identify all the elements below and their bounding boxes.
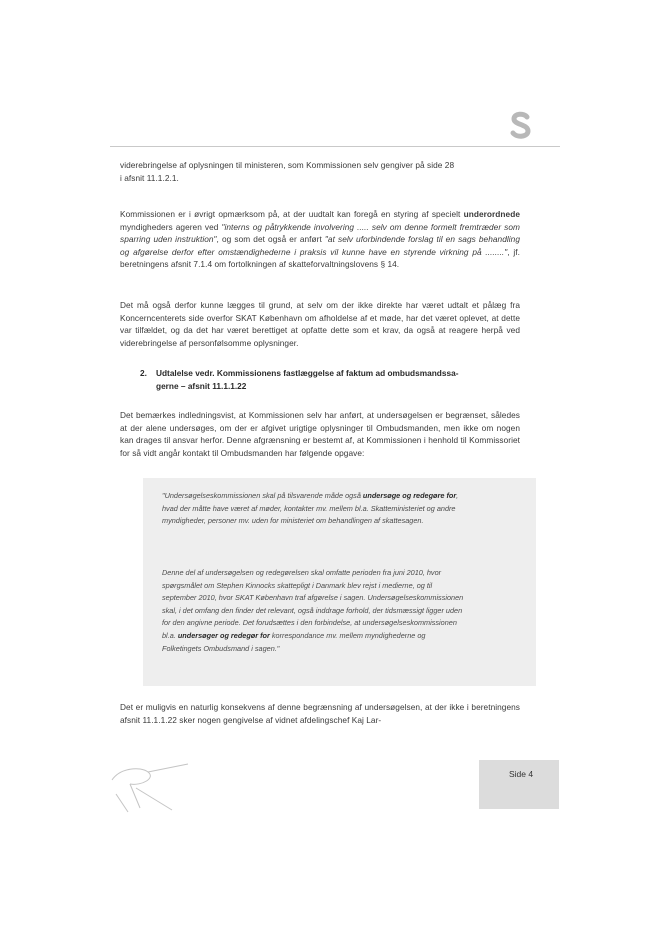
p2-text-2: myndigheders ageren ved [120,221,222,232]
paragraph-4: Det bemærkes indledningsvist, at Kommissionen selv har anført, at undersøgelsen er begrænset, således at der alene undersøges, om der er afgivet urigtige oplysninger til Ombudsmanden, men ikke om nogen kan drages til ansvar herfor. Denne afgrænsning er bestemt af, at Kommissionen i henhold til Kommissoriet for så vidt angår kontakt til Ombudsmanden har følgende opgave: [120,410,520,458]
quote-2-text-1: Denne del af undersøgelsen og redegørelsen skal omfatte perioden fra juni 2010, hvor spørgsmålet om Stephen Kinnocks skattepligt i Danmark blev rejst i medierne, og til september 2010, hvor SKAT København traf afgørelse i sagen. Undersøgelseskommissionen skal, i det omfang den finder det relevant, også inddrage forhold, der tidsmæssigt ligger uden for den angivne periode. Det forudsættes i den forbindelse, at undersøgelseskommissionen bl.a. [162,568,464,640]
p2-quote-2: "at selv uforbindende forslag til en sags behandling og afgørelse derfor efter omstændighederne i praksis vil kunne have en styrende virkning på ........" [120,234,520,257]
quote-1-text-1: "Undersøgelseskommissionen skal på tilsvarende måde også [162,491,363,500]
paragraph-5: Det er muligvis en naturlig konsekvens af denne begrænsning af undersøgelsen, at der ikke i beretningens afsnit 11.1.1.22 sker nogen gengivelse af vidnet afdelingschef Kaj Lar- [120,702,520,725]
page-number: Side 4 [509,769,534,779]
p2-text-3: , og som det også er anført [216,234,325,244]
p2-text-4: , jf. beretningens afsnit 7.1.4 om fortolkningen af skatteforvaltningslovens § 14. [120,246,520,269]
quote-1-bold: undersøge og redegøre for [362,491,457,500]
paragraph-1 [120,159,520,184]
paragraph-2 [120,208,520,271]
section-heading-line2: gerne – afsnit 11.1.1.22 [156,380,247,391]
p2-text-1: Kommissionen er i øvrigt opmærksom på, at der uudtalt kan foregå en styring af specielt [120,209,464,219]
quote-2-bold: undersøger og redegør for [177,630,270,640]
paragraph-3: Det må også derfor kunne lægges til grund, at selv om der ikke direkte har været udtalt et pålæg fra Koncerncenterets side overfor SKAT København om afholdelse af et møde, har det været oplevet, at dette var tilfældet, og da det har været berettiget at opfatte dette som et krav, da også at reagere herpå ved viderebringelse af personfølsomme oplysninger. [120,300,520,348]
section-heading-line1: Udtalelse vedr. Kommissionens fastlæggelse af faktum ad ombudsmandssa- [156,368,459,378]
paragraph-1-line1: viderebringelse af oplysningen til ministeren, som Kommissionen selv gengiver på side 28 [120,160,455,170]
quote-1 [162,490,464,528]
header-rule [110,146,560,147]
page-number-box [479,760,559,809]
quote-1-text-2: , hvad der måtte have været af møder, kontakter mv. mellem bl.a. Skatteministeriet og andre myndigheder, personer mv. uden for ministeriet om behandlingen af skattesagen. [162,491,459,526]
quote-2-text-2: korrespondance mv. mellem myndighederne og Folketingets Ombudsmand i sagen." [162,630,426,653]
paragraph-1-line2: i afsnit 11.1.2.1. [120,172,179,183]
p2-quote-1: "interns og påtrykkende involvering ..... selv om denne formelt fremtræder som sparring uden instruktion" [120,221,521,244]
quote-2 [162,567,464,655]
logo-s-icon [510,111,532,139]
section-number: 2. [140,368,147,378]
signature-mark-icon [100,758,210,814]
p2-bold-underordnede: underordnede [463,209,520,219]
section-heading [140,367,500,392]
